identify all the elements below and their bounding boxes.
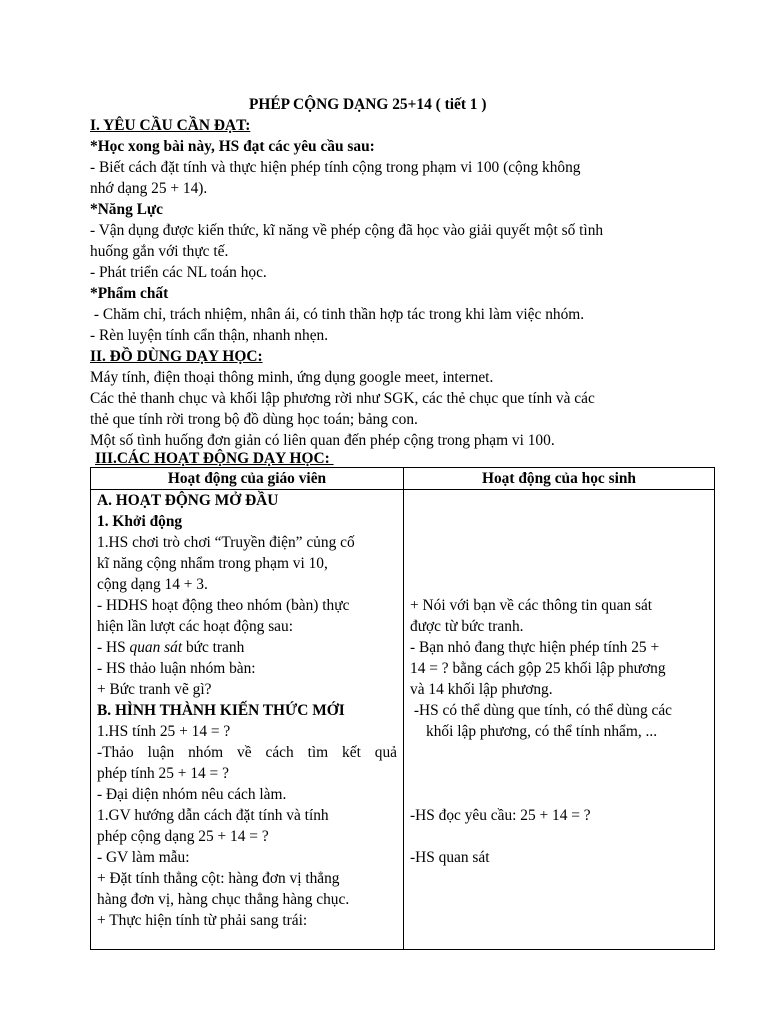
cell-line: - Bạn nhỏ đang thực hiện phép tính 25 + (410, 639, 660, 656)
paragraph-line: - Phát triển các NL toán học. (90, 264, 267, 281)
section-b-heading: B. HÌNH THÀNH KIẾN THỨC MỚI (97, 702, 345, 719)
spacer (410, 574, 708, 595)
spacer (410, 826, 708, 847)
cell-line: + Bức tranh vẽ gì? (97, 681, 212, 698)
cell-line: phép tính 25 + 14 = ? (97, 765, 229, 782)
paragraph-line: huống gắn với thực tế. (90, 243, 229, 260)
spacer (410, 553, 708, 574)
cell-line: + Thực hiện tính từ phải sang trái: (97, 912, 308, 929)
cell-line: 14 = ? bằng cách gộp 25 khối lập phương (410, 660, 666, 677)
cell-line: hàng đơn vị, hàng chục thẳng hàng chục. (97, 891, 350, 908)
spacer (410, 763, 708, 784)
spacer (410, 511, 708, 532)
cell-line: - GV làm mẫu: (97, 849, 190, 866)
table-header-row (91, 468, 715, 490)
cell-line: 1.HS chơi trò chơi “Truyền điện” củng cố (97, 534, 355, 551)
cell-text: bức tranh (182, 639, 245, 656)
table-row (91, 490, 715, 950)
section-materials-heading: II. ĐỒ DÙNG DẠY HỌC: (90, 348, 263, 365)
section-activities-heading: III.CÁC HOẠT ĐỘNG DẠY HỌC: (95, 450, 334, 467)
qualities-heading: *Phẩm chất (90, 285, 169, 302)
spacer (410, 532, 708, 553)
cell-line: -HS có thể dùng que tính, có thể dùng các (410, 702, 673, 719)
warmup-heading: 1. Khởi động (97, 513, 183, 530)
spacer (410, 742, 708, 763)
student-column-header: Hoạt động của học sinh (404, 468, 715, 490)
cell-text: - HS (97, 639, 130, 656)
paragraph-line: - Biết cách đặt tính và thực hiện phép tính cộng trong phạm vi 100 (cộng không (90, 159, 581, 176)
paragraph-line: thẻ que tính rời trong bộ đồ dùng học toán; bảng con. (90, 411, 418, 428)
cell-line: - HDHS hoạt động theo nhóm (bàn) thực (97, 597, 350, 614)
competence-heading: *Năng Lực (90, 201, 163, 218)
teacher-activities-cell (91, 490, 404, 950)
cell-line: + Nói với bạn về các thông tin quan sát (410, 597, 653, 614)
cell-line (97, 637, 397, 658)
cell-line: được từ bức tranh. (410, 618, 524, 635)
cell-line: kĩ năng cộng nhẩm trong phạm vi 10, (97, 555, 328, 572)
lesson-title: PHÉP CỘNG DẠNG 25+14 ( tiết 1 ) (249, 96, 487, 113)
teacher-column-header: Hoạt động của giáo viên (91, 468, 404, 490)
section-a-heading: A. HOẠT ĐỘNG MỞ ĐẦU (97, 492, 279, 509)
requirements-intro: *Học xong bài này, HS đạt các yêu cầu sau: (90, 138, 375, 155)
cell-line: - Đại diện nhóm nêu cách làm. (97, 786, 287, 803)
activities-table (90, 467, 715, 950)
cell-line: cộng dạng 14 + 3. (97, 576, 208, 593)
paragraph-line: Máy tính, điện thoại thông minh, ứng dụng google meet, internet. (90, 369, 494, 386)
cell-line: phép cộng dạng 25 + 14 = ? (97, 828, 269, 845)
cell-line: hiện lần lượt các hoạt động sau: (97, 618, 293, 635)
cell-text-italic: quan sát (129, 639, 183, 656)
paragraph-line: nhớ dạng 25 + 14). (90, 180, 208, 197)
paragraph-line: - Vận dụng được kiến thức, kĩ năng về phép cộng đã học vào giải quyết một số tình (90, 222, 604, 239)
section-requirements-heading: I. YÊU CẦU CẦN ĐẠT: (90, 117, 251, 134)
student-activities-cell (404, 490, 715, 950)
cell-line: -HS quan sát (410, 849, 490, 866)
paragraph-line: - Chăm chỉ, trách nhiệm, nhân ái, có tinh thần hợp tác trong khi làm việc nhóm. (90, 306, 585, 323)
cell-line: + Đặt tính thẳng cột: hàng đơn vị thẳng (97, 870, 340, 887)
paragraph-line: Các thẻ thanh chục và khối lập phương rời như SGK, các thẻ chục que tính và các (90, 390, 595, 407)
cell-line: -Thảo luận nhóm về cách tìm kết quả (97, 744, 397, 761)
cell-line: và 14 khối lập phương. (410, 681, 553, 698)
spacer (410, 490, 708, 511)
paragraph-line: Một số tình huống đơn giản có liên quan đến phép cộng trong phạm vi 100. (90, 432, 555, 449)
cell-line: 1.HS tính 25 + 14 = ? (97, 723, 231, 740)
spacer (410, 784, 708, 805)
cell-line: -HS đọc yêu cầu: 25 + 14 = ? (410, 807, 591, 824)
cell-line: - HS thảo luận nhóm bàn: (97, 660, 256, 677)
cell-line: 1.GV hướng dẫn cách đặt tính và tính (97, 807, 329, 824)
cell-line: khối lập phương, có thể tính nhẩm, ... (426, 723, 658, 740)
paragraph-line: - Rèn luyện tính cẩn thận, nhanh nhẹn. (90, 327, 329, 344)
